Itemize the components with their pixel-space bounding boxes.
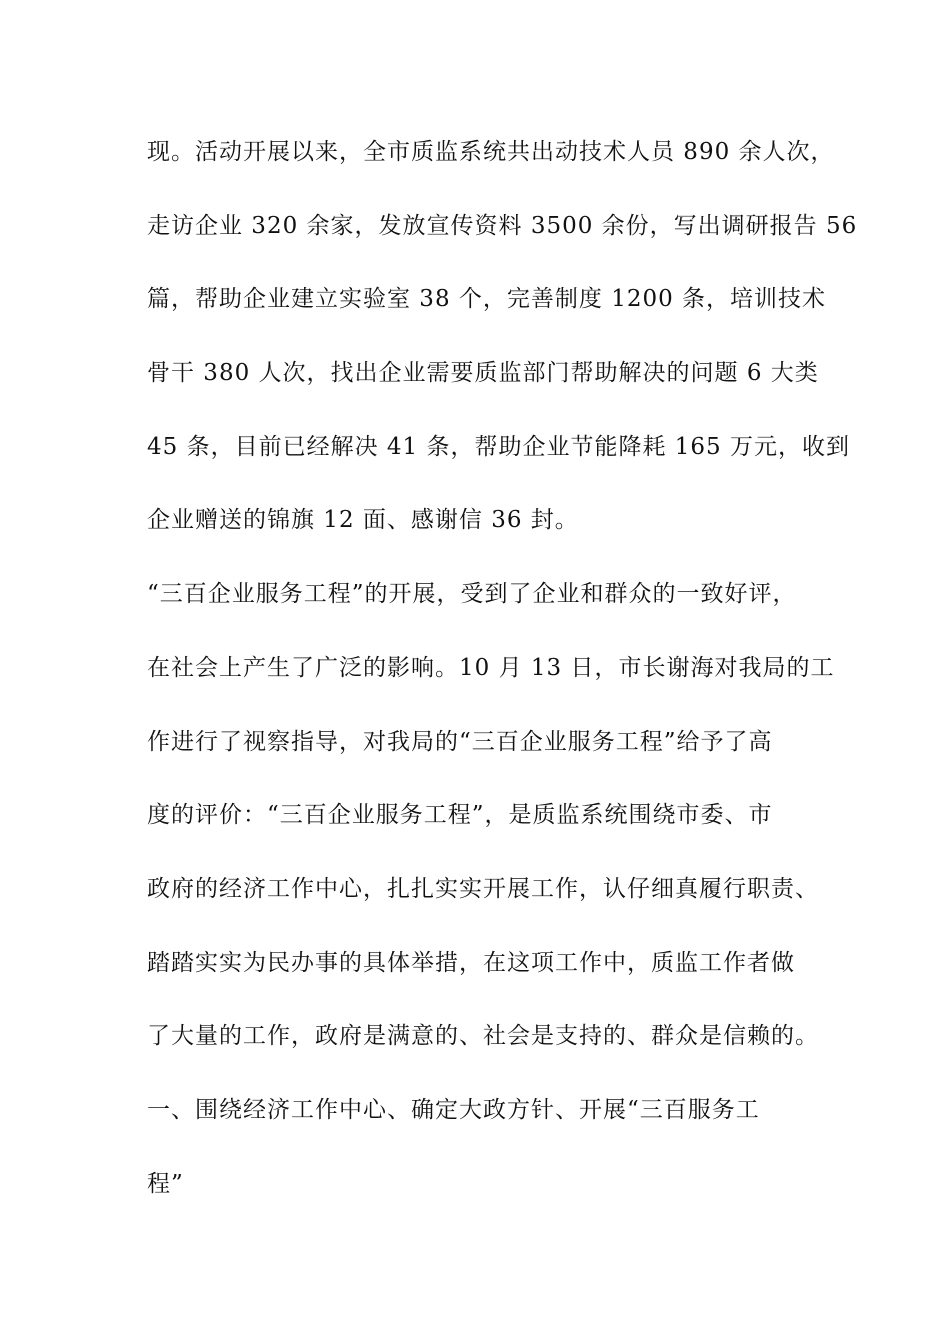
text-line: 了大量的工作，政府是满意的、社会是支持的、群众是信赖的。: [147, 1023, 819, 1050]
text-line: 篇，帮助企业建立实验室 38 个，完善制度 1200 条，培训技术: [147, 286, 827, 313]
text-line: 踏踏实实为民办事的具体举措，在这项工作中，质监工作者做: [147, 949, 795, 976]
section-heading-line: 程”: [147, 1170, 184, 1197]
text-line: 作进行了视察指导，对我局的“三百企业服务工程”给予了高: [147, 728, 773, 755]
text-line: 企业赠送的锦旗 12 面、感谢信 36 封。: [147, 507, 579, 534]
text-line: 度的评价：“三百企业服务工程”，是质监系统围绕市委、市: [147, 802, 773, 829]
body-text: [147, 124, 858, 1229]
text-line: 政府的经济工作中心，扎扎实实开展工作，认仔细真履行职责、: [147, 875, 819, 902]
text-line: 45 条，目前已经解决 41 条，帮助企业节能降耗 165 万元，收到: [147, 433, 850, 460]
text-line: 现。活动开展以来，全市质监系统共出动技术人员 890 余人次，: [147, 139, 835, 165]
section-heading-line: 一、围绕经济工作中心、确定大政方针、开展“三百服务工: [147, 1096, 760, 1123]
text-line: 走访企业 320 余家，发放宣传资料 3500 余份，写出调研报告 56: [147, 212, 858, 239]
text-line: 在社会上产生了广泛的影响。10 月 13 日，市长谢海对我局的工: [147, 654, 835, 681]
text-line: “三百企业服务工程”的开展，受到了企业和群众的一致好评，: [147, 581, 797, 608]
text-line: 骨干 380 人次，找出企业需要质监部门帮助解决的问题 6 大类: [147, 360, 819, 387]
